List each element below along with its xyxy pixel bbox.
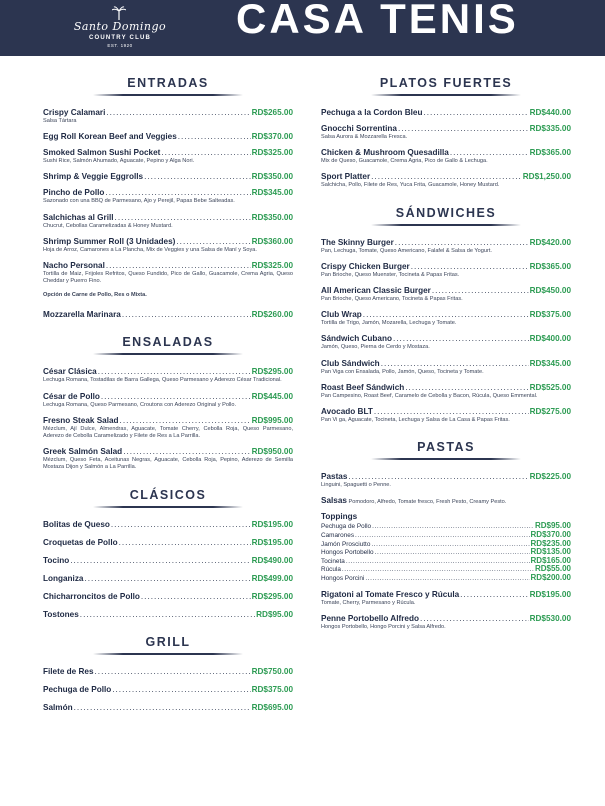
item-name: Penne Portobello Alfredo xyxy=(321,613,419,623)
menu-item xyxy=(321,262,571,279)
topping-price: RD$370.00 xyxy=(530,530,571,540)
dot-leader xyxy=(161,148,250,157)
dot-leader xyxy=(432,286,529,295)
salsas-text: Pomodoro, Alfredo, Tomate fresco, Fresh Pesto, Creamy Pesto. xyxy=(348,499,507,506)
item-name: César de Pollo xyxy=(43,391,100,401)
item-name: Club Wrap xyxy=(321,310,362,320)
item-name: Pechuga a la Cordon Bleu xyxy=(321,108,423,117)
menu-item xyxy=(43,538,293,547)
item-price: RD$1,250.00 xyxy=(522,172,571,182)
item-price: RD$360.00 xyxy=(251,236,293,246)
item-name: Sport Platter xyxy=(321,172,371,182)
item-description: Salchicha, Pollo, Filete de Res, Yuca Frita, Guacamole, Honey Mustard. xyxy=(321,182,500,189)
dot-leader xyxy=(371,541,529,549)
item-name: Salchichas al Grill xyxy=(43,212,114,222)
item-description: Pan, Lechuga, Tomate, Queso Americano, Falafel & Salsa de Yogurt. xyxy=(321,247,492,254)
item-price: RD$450.00 xyxy=(529,286,571,296)
menu-item xyxy=(43,172,293,181)
section-title: ENTRADAS xyxy=(127,76,209,90)
dot-leader xyxy=(178,132,251,141)
item-price: RD$335.00 xyxy=(529,124,571,133)
item-name: Avocado BLT xyxy=(321,407,373,417)
menu-item xyxy=(43,132,293,141)
item-description: Hoja de Arroz, Camarones a La Plancha, Mix de Veggies y una Salsa de Maní y Soya. xyxy=(43,246,257,253)
section-divider xyxy=(371,94,521,96)
item-name: All American Classic Burger xyxy=(321,286,431,296)
topping-name: Pechuga de Pollo xyxy=(321,523,372,531)
item-price: RD$95.00 xyxy=(256,609,293,619)
item-price: RD$995.00 xyxy=(251,415,293,425)
section-divider xyxy=(371,458,521,460)
topping-name: Tocineta xyxy=(321,557,345,565)
menu-item xyxy=(43,703,293,712)
item-name: Fresno Steak Salad xyxy=(43,415,119,425)
section-entradas xyxy=(43,76,293,319)
dot-leader xyxy=(405,383,528,392)
item-name: Smoked Salmon Sushi Pocket xyxy=(43,148,161,158)
dot-leader xyxy=(106,108,250,117)
dot-leader xyxy=(423,108,528,117)
toppings-label: Toppings xyxy=(321,512,358,522)
section-platos-fuertes xyxy=(321,76,571,190)
dot-leader xyxy=(74,703,251,712)
header-bar xyxy=(0,0,605,56)
right-column xyxy=(321,76,571,638)
section-ensaladas xyxy=(43,335,293,471)
dot-leader xyxy=(381,359,529,368)
topping-price: RD$165.00 xyxy=(530,555,571,565)
item-name: Mozzarella Marinara xyxy=(43,310,121,320)
item-price: RD$375.00 xyxy=(529,310,571,320)
dot-leader xyxy=(411,262,529,271)
item-description: Chucrut, Cebollas Caramelizadas & Honey Mustard. xyxy=(43,222,173,229)
item-name: Rigatoni al Tomate Fresco y Rúcula xyxy=(321,589,460,599)
item-price: RD$530.00 xyxy=(529,613,571,623)
section-divider xyxy=(371,224,521,226)
item-name: Sándwich Cubano xyxy=(321,334,392,344)
dot-leader xyxy=(375,549,530,557)
item-price: RD$499.00 xyxy=(251,573,293,583)
item-price: RD$365.00 xyxy=(529,261,571,271)
dot-leader xyxy=(112,685,250,694)
section-title: CLÁSICOS xyxy=(129,487,207,502)
section-title: SÁNDWICHES xyxy=(395,205,497,220)
item-price: RD$295.00 xyxy=(251,367,293,377)
item-name: Tostones xyxy=(43,609,79,619)
dot-leader xyxy=(80,610,255,619)
item-name: Nacho Personal xyxy=(43,261,105,271)
item-price: RD$695.00 xyxy=(251,702,293,712)
menu-item xyxy=(321,383,571,400)
item-description: Lechuga Romana, Queso Parmesano, Croutons con Aderezo Original y Pollo. xyxy=(43,401,237,408)
menu-item xyxy=(43,392,293,409)
menu-item xyxy=(43,574,293,583)
item-price: RD$525.00 xyxy=(529,382,571,392)
item-description: Pan Brioche, Queso Muenster, Tocineta & Papas Fritas. xyxy=(321,271,460,278)
item-description: Sazonado con una BBQ de Parmesano, Ajo y Perejil, Papas Bebe Salteadas. xyxy=(43,198,235,205)
topping-price: RD$95.00 xyxy=(534,521,571,531)
item-description: Linguini, Spaguetti o Penne. xyxy=(321,482,391,489)
section-divider xyxy=(93,506,243,508)
item-price: RD$260.00 xyxy=(251,310,293,320)
item-description: Pan Viga con Ensalada, Pollo, Jamón, Queso, Tocineta y Tomate. xyxy=(321,368,484,375)
topping-price: RD$200.00 xyxy=(530,573,571,582)
dot-leader xyxy=(348,472,528,481)
item-price: RD$275.00 xyxy=(529,407,571,417)
menu-item xyxy=(43,447,293,471)
menu-item xyxy=(43,610,293,619)
menu-item xyxy=(321,407,571,424)
item-name: Greek Salmón Salad xyxy=(43,447,123,457)
section-title: GRILL xyxy=(145,634,191,649)
club-logo xyxy=(60,6,180,50)
menu-item xyxy=(321,310,571,327)
menu-item xyxy=(321,614,571,631)
item-name: Gnocchi Sorrentina xyxy=(321,124,397,133)
menu-item xyxy=(43,108,293,125)
salsas-label: Salsas xyxy=(321,496,347,506)
topping-item xyxy=(321,557,571,566)
dot-leader xyxy=(119,538,251,547)
item-name: Salmón xyxy=(43,702,73,712)
item-description: Tomate, Cherry, Parmesano y Rúcula. xyxy=(321,599,416,606)
topping-name: Hongos Portobello xyxy=(321,549,374,557)
dot-leader xyxy=(70,556,250,565)
item-name: Bolitas de Queso xyxy=(43,519,110,529)
topping-name: Jamón Prosciutto xyxy=(321,540,371,548)
dot-leader xyxy=(95,667,251,676)
item-name: Pastas xyxy=(321,472,348,482)
item-price: RD$350.00 xyxy=(251,172,293,182)
item-price: RD$295.00 xyxy=(251,591,293,601)
section-divider xyxy=(93,353,243,355)
item-price: RD$195.00 xyxy=(529,589,571,599)
dot-leader xyxy=(374,407,529,416)
item-description: Tortilla de Trigo, Jamón, Mozarella, Lechuga y Tomate. xyxy=(321,320,457,327)
dot-leader xyxy=(106,261,251,270)
item-price: RD$490.00 xyxy=(251,555,293,565)
item-price: RD$375.00 xyxy=(251,684,293,694)
menu-item xyxy=(43,367,293,384)
item-price: RD$195.00 xyxy=(251,537,293,547)
menu-item xyxy=(321,286,571,303)
item-price: RD$325.00 xyxy=(251,261,293,271)
menu-item xyxy=(43,148,293,165)
menu-item xyxy=(321,334,571,351)
item-name: Pincho de Pollo xyxy=(43,188,105,198)
item-price: RD$345.00 xyxy=(251,188,293,198)
item-price: RD$370.00 xyxy=(251,132,293,142)
topping-item xyxy=(321,574,571,583)
menu-item xyxy=(43,213,293,230)
dot-leader xyxy=(342,566,534,574)
dot-leader xyxy=(111,520,251,529)
toppings-list xyxy=(321,522,571,582)
menu-item xyxy=(43,310,293,319)
item-description: Tortilla de Maiz, Frijoles Refritos, Queso Fundido, Pico de Gallo, Guacamole, Crema Agria, Queso Cheddar y Puerro Fino. xyxy=(43,271,293,285)
section-pastas xyxy=(321,440,571,631)
topping-name: Hongos Porcini xyxy=(321,575,365,582)
dot-leader xyxy=(176,237,250,246)
dot-leader xyxy=(123,447,250,456)
logo-est-text: EST. 1920 xyxy=(107,43,133,48)
menu-item xyxy=(43,556,293,565)
item-price: RD$265.00 xyxy=(251,108,293,117)
topping-price: RD$135.00 xyxy=(530,547,571,557)
dot-leader xyxy=(398,124,529,133)
item-name: Shrimp & Veggie Eggrolls xyxy=(43,172,144,182)
item-description: Mézclum, Queso Feta, Aceitunas Negras, Aguacate, Cebolla Roja, Pepino, Aderezo de Semilla Mostaza Dijon y Salmón a La Parrilla. xyxy=(43,457,293,471)
topping-price: RD$55.00 xyxy=(534,564,571,574)
topping-name: Rúcula xyxy=(321,566,341,574)
menu-item xyxy=(43,261,293,285)
item-name: César Clásica xyxy=(43,367,97,377)
item-price: RD$345.00 xyxy=(529,358,571,368)
item-name: Filete de Res xyxy=(43,666,94,676)
section-divider xyxy=(93,94,243,96)
dot-leader xyxy=(372,523,534,531)
menu-item xyxy=(321,124,571,141)
item-description: Jamón, Queso, Pierna de Cerdo y Mostaza. xyxy=(321,344,430,351)
section-sandwiches xyxy=(321,206,571,425)
dot-leader xyxy=(105,188,250,197)
item-name: Club Sándwich xyxy=(321,358,380,368)
item-description: Lechuga Romana, Tostadilas de Barra Gallega, Queso Parmesano y Aderezo César Tradicional. xyxy=(43,377,282,384)
menu-item xyxy=(43,520,293,529)
item-price: RD$195.00 xyxy=(251,519,293,529)
item-name: Shrimp Summer Roll (3 Unidades) xyxy=(43,236,176,246)
topping-price: RD$235.00 xyxy=(530,538,571,548)
menu-item xyxy=(43,188,293,205)
menu-item xyxy=(321,148,571,165)
menu-item xyxy=(321,172,571,189)
item-name: Longaniza xyxy=(43,573,84,583)
dot-leader xyxy=(450,148,529,157)
dot-leader xyxy=(141,592,251,601)
item-description: Mix de Queso, Guacamole, Crema Agria, Pico de Gallo & Lechuga. xyxy=(321,158,488,165)
dot-leader xyxy=(101,392,251,401)
item-price: RD$350.00 xyxy=(251,212,293,222)
meat-option-note: Opción de Carne de Pollo, Res o Mixta. xyxy=(43,292,147,299)
item-price: RD$420.00 xyxy=(529,237,571,247)
menu-item xyxy=(321,472,571,489)
dot-leader xyxy=(115,213,251,222)
logo-script-text: Santo Domingo xyxy=(73,20,167,33)
item-name: Chicken & Mushroom Quesadilla xyxy=(321,148,449,158)
item-name: The Skinny Burger xyxy=(321,237,394,247)
dot-leader xyxy=(420,614,529,623)
item-name: Tocino xyxy=(43,555,70,565)
logo-club-text: COUNTRY CLUB xyxy=(88,35,152,41)
dot-leader xyxy=(122,310,251,319)
menu-item xyxy=(321,590,571,607)
item-price: RD$365.00 xyxy=(529,148,571,158)
item-name: Croquetas de Pollo xyxy=(43,537,118,547)
item-description: Mézclum, Ají Dulce, Almendras, Aguacate, Tomate Cherry, Cebolla Roja, Queso Parmesano, Aderezo de Cebolla Caramelizado y Filete de Res a La Parrilla. xyxy=(43,425,293,440)
topping-name: Camarones xyxy=(321,532,355,540)
dot-leader xyxy=(355,532,529,540)
section-divider xyxy=(93,653,243,655)
item-price: RD$325.00 xyxy=(251,148,293,158)
menu-item xyxy=(321,359,571,376)
dot-leader xyxy=(98,367,251,376)
item-price: RD$440.00 xyxy=(529,108,571,117)
left-column xyxy=(43,76,293,712)
menu-item xyxy=(43,592,293,601)
item-price: RD$445.00 xyxy=(251,391,293,401)
item-description: Pan Vi ga, Aguacate, Tocineta, Lechuga y Salsa de La Casa & Papas Fritas. xyxy=(321,417,510,424)
menu-item xyxy=(321,238,571,255)
item-description: Salsa Tártara xyxy=(43,118,77,124)
dot-leader xyxy=(120,416,251,425)
item-description: Sushi Rice, Salmón Ahumado, Aguacate, Pepino y Alga Nori. xyxy=(43,158,195,165)
menu-item xyxy=(321,108,571,117)
dot-leader xyxy=(371,172,522,181)
item-price: RD$400.00 xyxy=(529,334,571,344)
palm-tree-icon xyxy=(112,6,126,20)
menu-item xyxy=(43,237,293,254)
item-price: RD$225.00 xyxy=(529,472,571,482)
item-name: Roast Beef Sándwich xyxy=(321,382,405,392)
item-name: Chicharroncitos de Pollo xyxy=(43,591,140,601)
dot-leader xyxy=(395,238,529,247)
section-title: ENSALADAS xyxy=(122,335,214,350)
page-title: CASA TENIS xyxy=(236,0,519,42)
menu-item xyxy=(43,416,293,440)
item-description: Hongos Portobello, Hongo Porcini y Salsa Alfredo. xyxy=(321,623,446,630)
item-name: Pechuga de Pollo xyxy=(43,684,112,694)
item-description: Pan Campesino, Roast Beef, Caramelo de Cebolla y Bacon, Rúcula, Queso Emmental. xyxy=(321,392,538,399)
section-title: PASTAS xyxy=(417,440,475,455)
item-description: Pan Brioche, Queso Americano, Tocineta & Papas Fritas. xyxy=(321,296,463,303)
menu-item xyxy=(43,685,293,694)
item-name: Egg Roll Korean Beef and Veggies xyxy=(43,132,177,142)
item-description: Salsa Aurora & Mozzarella Fresca. xyxy=(321,134,408,140)
dot-leader xyxy=(460,590,528,599)
dot-leader xyxy=(393,334,529,343)
dot-leader xyxy=(84,574,250,583)
section-clasicos xyxy=(43,488,293,619)
section-title: PLATOS FUERTES xyxy=(379,76,513,90)
section-grill xyxy=(43,635,293,712)
item-price: RD$950.00 xyxy=(251,447,293,457)
item-price: RD$750.00 xyxy=(251,666,293,676)
salsas-line xyxy=(321,496,571,505)
item-name: Crispy Chicken Burger xyxy=(321,261,410,271)
dot-leader xyxy=(144,172,250,181)
dot-leader xyxy=(365,575,529,583)
menu-item xyxy=(43,667,293,676)
dot-leader xyxy=(363,310,529,319)
item-name: Crispy Calamari xyxy=(43,108,106,117)
dot-leader xyxy=(346,558,530,566)
